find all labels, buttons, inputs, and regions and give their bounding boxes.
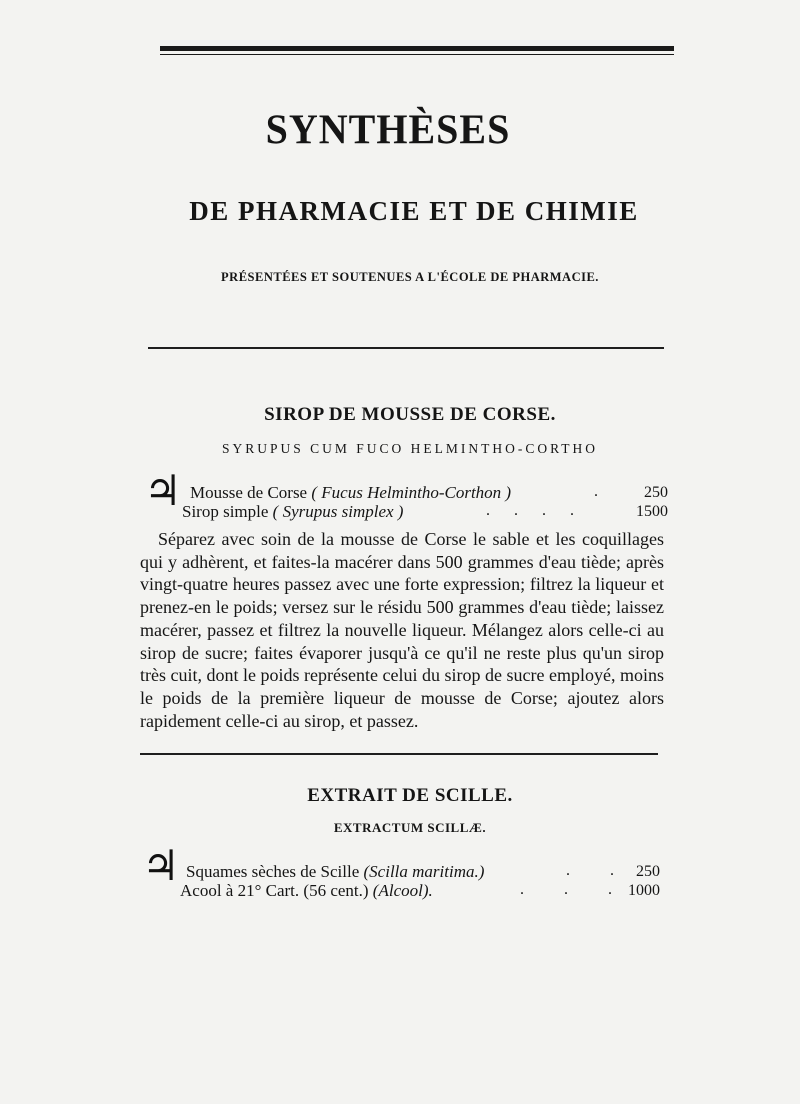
page-byline: PRÉSENTÉES ET SOUTENUES A L'ÉCOLE DE PHARMACIE. bbox=[221, 270, 599, 284]
ingredient-latin: (Scilla maritima.) bbox=[363, 862, 485, 881]
ingredient-name: Acool à 21° Cart. (56 cent.) bbox=[180, 881, 369, 900]
recipe-instructions: Séparez avec soin de la mousse de Corse le sable et les coquillages qui y adhèrent, et faites-la macérer dans 500 grammes d'eau tiède; après vingt-quatre heures passez avec une forte expression; filtrez la liqueur et prenez-en le poids; versez sur le résidu 500 grammes d'eau tiède; laissez macérer, passez et filtrez la nouvelle liqueur. Mélangez alors celle-ci au sirop de sucre; faites évaporer jusqu'à ce qu'il ne reste plus qu'un sirop très cuit, dont le poids représente celui du sirop de sucre employé, moins le poids de la première liqueur de mousse de Corse; ajoutez alors rapidement celle-ci au sirop, et passez. bbox=[140, 529, 664, 731]
recipe-symbol-icon: ♃ bbox=[144, 466, 182, 515]
section-title: EXTRAIT DE SCILLE. bbox=[307, 785, 513, 806]
section-title: SIROP DE MOUSSE DE CORSE. bbox=[264, 404, 556, 425]
ingredient-line bbox=[190, 483, 511, 503]
top-double-rule bbox=[160, 46, 674, 55]
leader-dots: . bbox=[594, 483, 600, 500]
ingredient-quantity: 1000 bbox=[628, 882, 660, 899]
leader-dots: . . . . bbox=[486, 502, 584, 519]
section-latin-title: SYRUPUS CUM FUCO HELMINTHO-CORTHO bbox=[221, 441, 599, 456]
leader-dots: . . bbox=[566, 862, 632, 879]
recipe-symbol-icon: ♃ bbox=[142, 841, 180, 890]
leader-dots: . . . bbox=[520, 881, 630, 898]
page-subtitle: DE PHARMACIE ET DE CHIMIE bbox=[189, 196, 639, 226]
section-latin-title: EXTRACTUM SCILLÆ. bbox=[333, 820, 487, 835]
page-title: SYNTHÈSES bbox=[265, 105, 511, 154]
ingredient-line bbox=[186, 862, 484, 882]
ingredient-line bbox=[180, 881, 433, 901]
ingredient-name: Squames sèches de Scille bbox=[186, 862, 360, 881]
ingredient-name: Sirop simple bbox=[182, 502, 269, 521]
section-divider bbox=[148, 347, 664, 349]
ingredient-name: Mousse de Corse bbox=[190, 483, 308, 502]
ingredient-latin: ( Syrupus simplex ) bbox=[272, 502, 404, 521]
ingredient-latin: ( Fucus Helmintho-Corthon ) bbox=[311, 483, 512, 502]
ingredient-quantity: 250 bbox=[636, 863, 660, 880]
section-divider bbox=[140, 753, 658, 755]
ingredient-quantity: 250 bbox=[644, 484, 668, 501]
ingredient-quantity: 1500 bbox=[636, 503, 668, 520]
ingredient-latin: (Alcool). bbox=[372, 881, 433, 900]
ingredient-line bbox=[182, 502, 403, 522]
